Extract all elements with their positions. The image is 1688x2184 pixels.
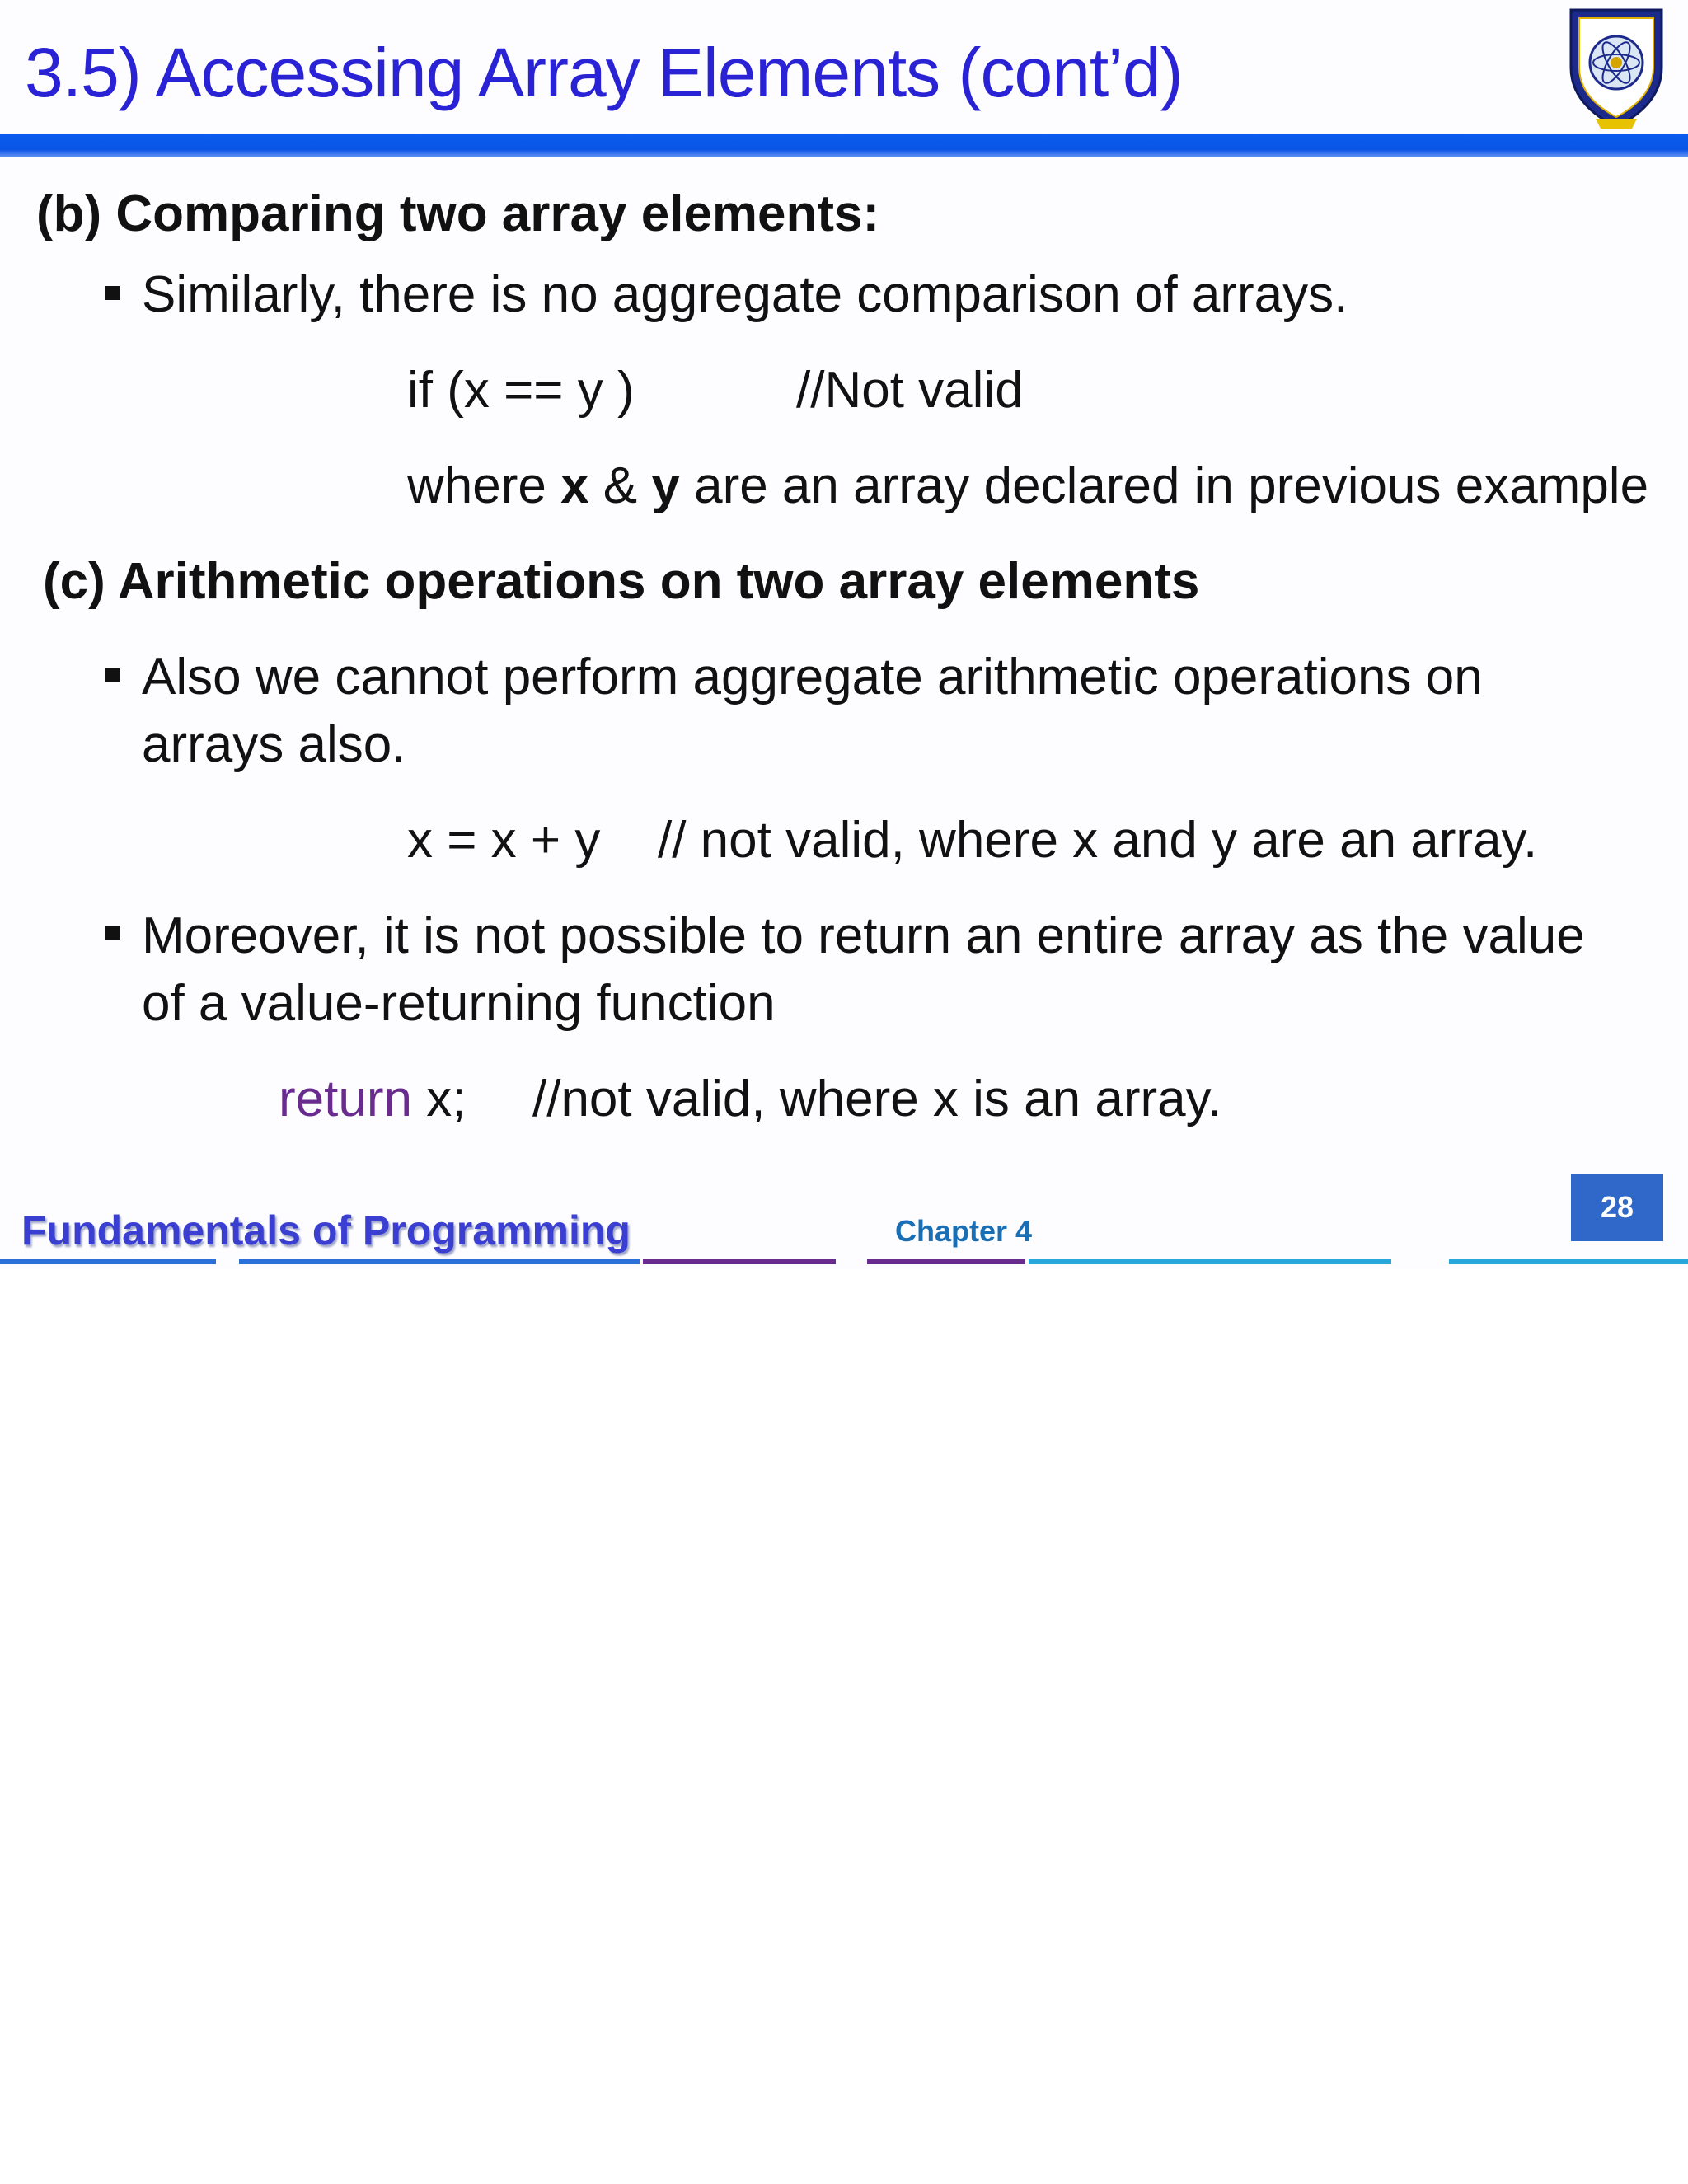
- footer-divider-segment: [643, 1259, 836, 1264]
- footer-chapter: Chapter 4: [895, 1214, 1033, 1248]
- footer-divider-segment: [867, 1259, 1025, 1264]
- note-prefix: where: [407, 457, 561, 514]
- bullet-square-icon: [106, 286, 120, 300]
- return-comment: //not valid, where x is an array.: [532, 1071, 1222, 1127]
- title-divider-bar: [0, 134, 1688, 157]
- bullet-square-icon: [106, 668, 120, 682]
- section-c-bullet-2-line-1: Moreover, it is not possible to return an entire array as the value: [142, 907, 1585, 964]
- note-var-y: y: [651, 457, 680, 514]
- section-c-bullet-1-line-2: arrays also.: [142, 716, 406, 773]
- section-b-heading: (b) Comparing two array elements:: [36, 185, 880, 242]
- section-c-bullet-2-line-2: of a value-returning function: [142, 975, 776, 1032]
- section-c-bullet-1-line-1: Also we cannot perform aggregate arithmetic operations on: [142, 649, 1483, 705]
- university-seal-logo: [1563, 3, 1670, 134]
- section-b-code-comment: //Not valid: [796, 362, 1024, 419]
- footer-divider-segment: [1449, 1259, 1688, 1264]
- return-statement: [279, 1066, 466, 1132]
- footer-divider-segment: [239, 1259, 640, 1264]
- section-c-heading: (c) Arithmetic operations on two array elements: [43, 553, 1200, 610]
- section-b-note: [407, 453, 1648, 519]
- return-keyword: return: [279, 1071, 412, 1127]
- footer-course-title: Fundamentals of Programming: [21, 1207, 631, 1254]
- note-suffix: are an array declared in previous example: [679, 457, 1649, 514]
- page-number-badge: 28: [1571, 1174, 1663, 1241]
- return-rest: x;: [411, 1071, 467, 1127]
- section-c-code-comment: // not valid, where x and y are an array.: [658, 812, 1538, 869]
- slide-title: 3.5) Accessing Array Elements (cont’d): [25, 34, 1183, 111]
- footer-divider-segment: [0, 1259, 216, 1264]
- note-var-x: x: [560, 457, 589, 514]
- section-c-code-line: x = x + y: [407, 812, 601, 869]
- note-amp: &: [588, 457, 652, 514]
- section-b-bullet-1: Similarly, there is no aggregate comparison of arrays.: [142, 266, 1348, 323]
- section-b-code-line: if (x == y ): [407, 362, 635, 419]
- bullet-square-icon: [106, 926, 120, 940]
- footer-divider-segment: [1029, 1259, 1391, 1264]
